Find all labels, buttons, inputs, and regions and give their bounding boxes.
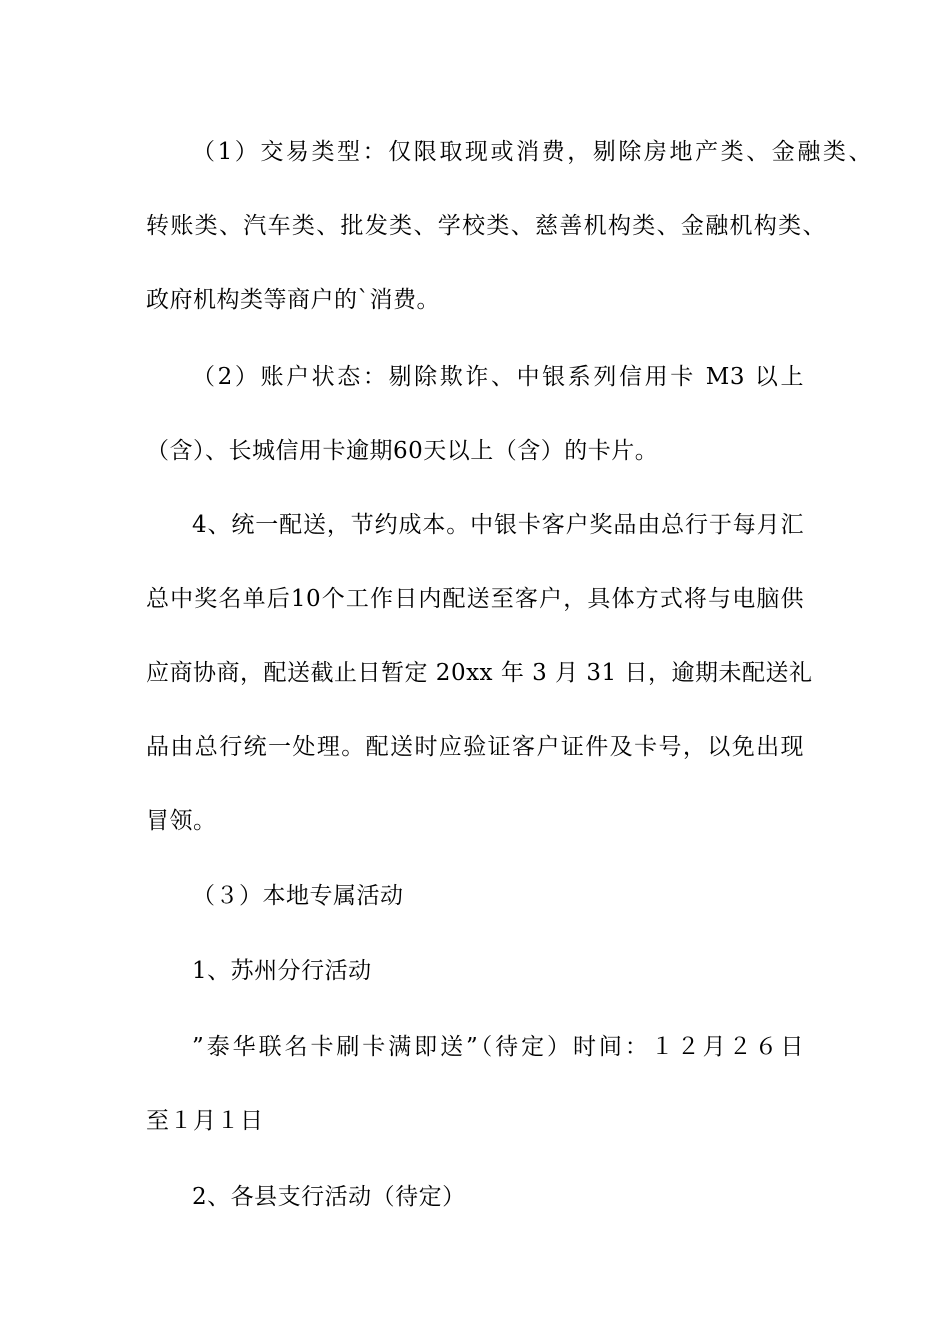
subsection-heading: 2、各县支行活动（待定）: [192, 1184, 466, 1210]
subsection-heading: 1、苏州分行活动: [192, 958, 372, 984]
paragraph-line: 转账类、汽车类、批发类、学校类、慈善机构类、金融机构类、: [146, 213, 826, 239]
paragraph-line: 政府机构类等商户的`消费。: [146, 287, 440, 313]
paragraph-line: 冒领。: [146, 808, 217, 834]
section-heading: （３）本地专属活动: [192, 883, 404, 909]
paragraph-line: （含）、长城信用卡逾期60天以上（含）的卡片。: [146, 438, 659, 464]
paragraph-line: 应商协商，配送截止日暂定 20xx 年 3 月 31 日，逾期未配送礼: [146, 660, 813, 686]
paragraph-line: 4、统一配送，节约成本。中银卡客户奖品由总行于每月汇: [192, 512, 804, 538]
paragraph-line: 总中奖名单后10个工作日内配送至客户，具体方式将与电脑供: [146, 586, 804, 612]
paragraph-line: ”泰华联名卡刷卡满即送”（待定）时间：１２月２６日: [192, 1034, 804, 1060]
paragraph-line: 至１月１日: [146, 1108, 264, 1134]
paragraph-line: （2）账户状态：剔除欺诈、中银系列信用卡 M3 以上: [192, 364, 804, 390]
paragraph-line: 品由总行统一处理。配送时应验证客户证件及卡号，以免出现: [146, 734, 804, 760]
paragraph-line: （1）交易类型：仅限取现或消费，剔除房地产类、金融类、: [192, 139, 872, 165]
